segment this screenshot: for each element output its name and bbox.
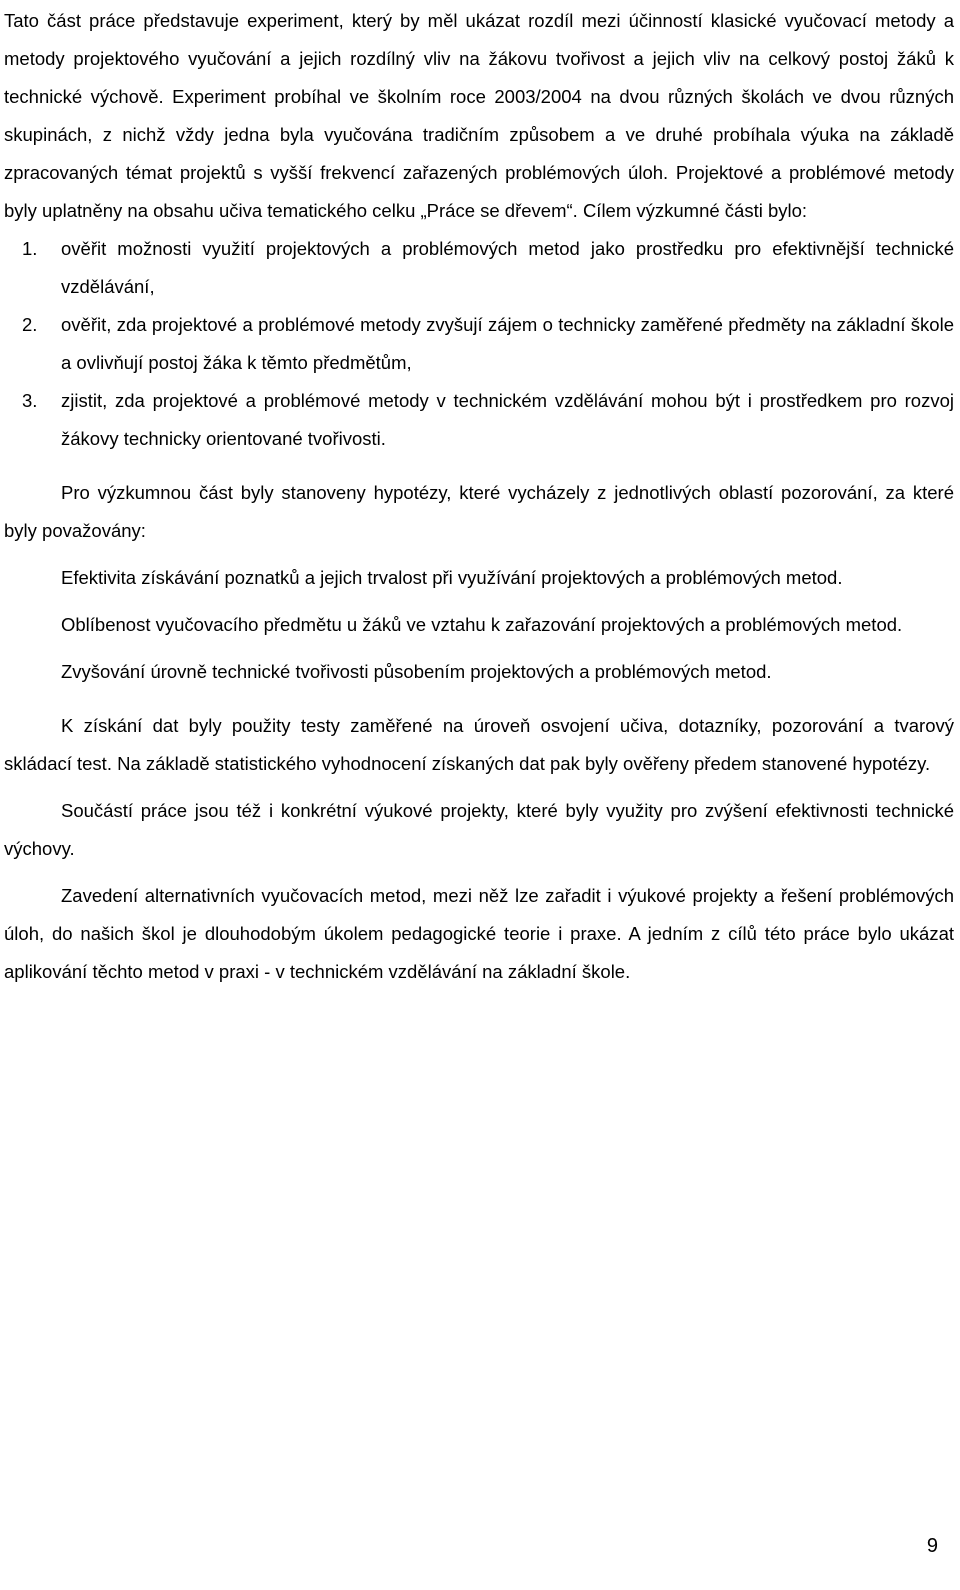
projects-paragraph: Součástí práce jsou též i konkrétní výukové projekty, které byly využity pro zvýšení efektivnosti technické výchovy.	[4, 800, 954, 859]
goal-text: zjistit, zda projektové a problémové metody v technickém vzdělávání mohou být i prostředkem pro rozvoj žákovy technicky orientované tvořivosti.	[61, 390, 954, 449]
goal-number: 1.	[22, 238, 38, 259]
data-collection-paragraph: K získání dat byly použity testy zaměřené na úroveň osvojení učiva, dotazníky, pozorování a tvarový skládací test. Na základě statistického vyhodnocení získaných dat pak byly ověřeny předem stanovené hypotézy.	[4, 715, 954, 774]
goal-text: ověřit možnosti využití projektových a problémových metod jako prostředku pro efektivnější technické vzdělávání,	[61, 238, 954, 297]
document-page	[4, 0, 954, 991]
hypothesis-item: Zvyšování úrovně technické tvořivosti působením projektových a problémových metod.	[61, 661, 772, 682]
hypotheses-intro: Pro výzkumnou část byly stanoveny hypotézy, které vycházely z jednotlivých oblastí pozorování, za které byly považovány:	[4, 482, 954, 541]
hypothesis-item: Efektivita získávání poznatků a jejich trvalost při využívání projektových a problémových metod.	[61, 567, 843, 588]
conclusion-paragraph: Zavedení alternativních vyučovacích metod, mezi něž lze zařadit i výukové projekty a řešení problémových úloh, do našich škol je dlouhodobým úkolem pedagogické teorie i praxe. A jedním z cílů této práce bylo ukázat aplikování těchto metod v praxi - v technickém vzdělávání na základní škole.	[4, 885, 954, 982]
goal-number: 2.	[22, 314, 38, 335]
goals-list	[4, 230, 954, 458]
goal-item	[4, 230, 954, 306]
intro-paragraph: Tato část práce představuje experiment, který by měl ukázat rozdíl mezi účinností klasické vyučovací metody a metody projektového vyučování a jejich rozdílný vliv na žákovu tvořivost a jejich vliv na celkový postoj žáků k technické výchově. Experiment probíhal ve školním roce 2003/2004 na dvou různých školách ve dvou různých skupinách, z nichž vždy jedna byla vyučována tradičním způsobem a ve druhé probíhala výuka na základě zpracovaných témat projektů s vyšší frekvencí zařazených problémových úloh. Projektové a problémové metody byly uplatněny na obsahu učiva tematického celku „Práce se dřevem“. Cílem výzkumné části bylo:	[4, 10, 954, 221]
hypothesis-item: Oblíbenost vyučovacího předmětu u žáků ve vztahu k zařazování projektových a problémových metod.	[61, 614, 903, 635]
goal-item	[4, 306, 954, 382]
goal-number: 3.	[22, 390, 38, 411]
goal-item	[4, 382, 954, 458]
page-number: 9	[926, 1535, 938, 1557]
goal-text: ověřit, zda projektové a problémové metody zvyšují zájem o technicky zaměřené předměty na základní škole a ovlivňují postoj žáka k těmto předmětům,	[61, 314, 954, 373]
